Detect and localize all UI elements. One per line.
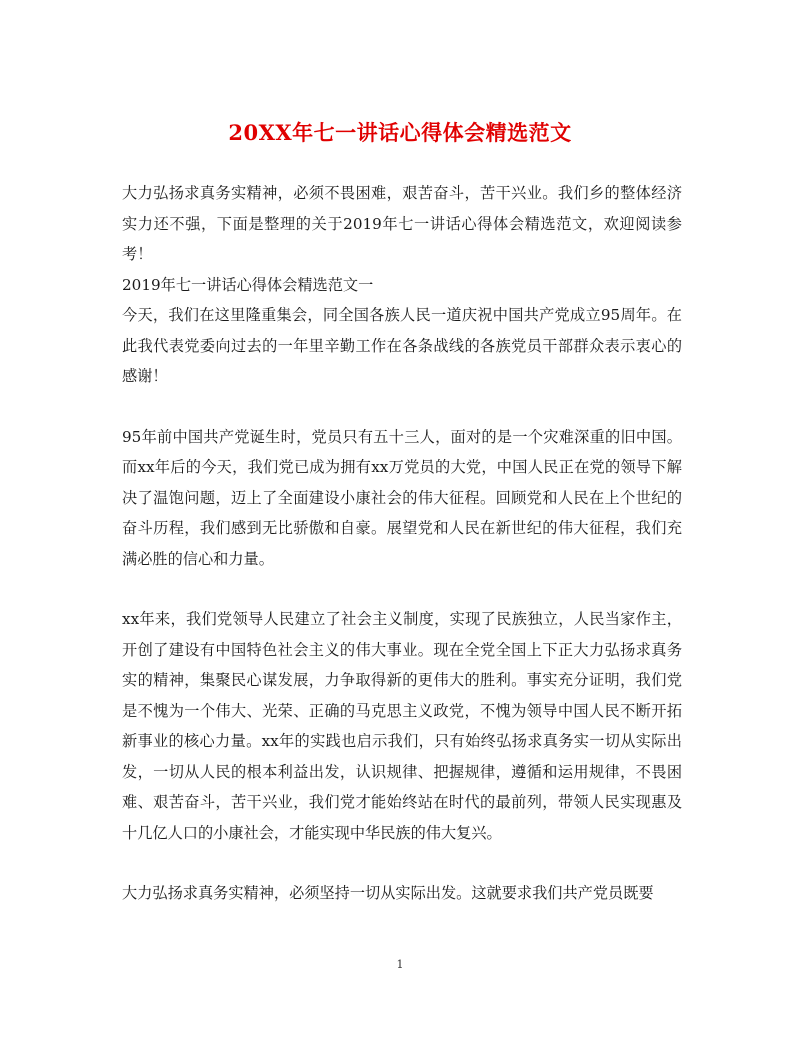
page-number: 1 [396,958,404,971]
paragraph-history: 95年前中国共产党诞生时，党员只有五十三人，面对的是一个灾难深重的旧中国。而xx年后的今天，我们党已成为拥有xx万党员的大党，中国人民正在党的领导下解决了温饱问题，迈上了全面建设小康社会的伟大征程。回顾党和人民在上个世纪的奋斗历程，我们感到无比骄傲和自豪。展望党和人民在新世纪的伟大征程，我们充满必胜的信心和力量。 [122,427,682,568]
paragraph-achievements: xx年来，我们党领导人民建立了社会主义制度，实现了民族独立，人民当家作主，开创了建设有中国特色社会主义的伟大事业。现在全党全国上下正大力弘扬求真务实的精神，集聚民心谋发展，力争取得新的更伟大的胜利。事实充分证明，我们党是不愧为一个伟大、光荣、正确的马克思主义政党，不愧为领导中国人民不断开拓新事业的核心力量。xx年的实践也启示我们，只有始终弘扬求真务实一切从实际出发，一切从人民的根本利益出发，认识规律、把握规律，遵循和运用规律，不畏困难、艰苦奋斗，苦干兴业，我们党才能始终站在时代的最前列，带领人民实现惠及十几亿人口的小康社会，才能实现中华民族的伟大复兴。 [122,610,682,842]
document-body [122,178,682,909]
paragraph-opening: 今天，我们在这里隆重集会，同全国各族人民一道庆祝中国共产党成立95周年。在此我代表党委向过去的一年里辛勤工作在各条战线的各族党员干部群众表示衷心的感谢！ [122,306,682,385]
section-heading: 2019年七一讲话心得体会精选范文一 [122,275,374,294]
paragraph-intro: 大力弘扬求真务实精神，必须不畏困难，艰苦奋斗，苦干兴业。我们乡的整体经济实力还不强，下面是整理的关于2019年七一讲话心得体会精选范文，欢迎阅读参考！ [122,184,682,263]
paragraph-practical: 大力弘扬求真务实精神，必须坚持一切从实际出发。这就要求我们共产党员既要 [122,884,654,902]
document-title: 20XX年七一讲话心得体会精选范文 [228,120,572,146]
